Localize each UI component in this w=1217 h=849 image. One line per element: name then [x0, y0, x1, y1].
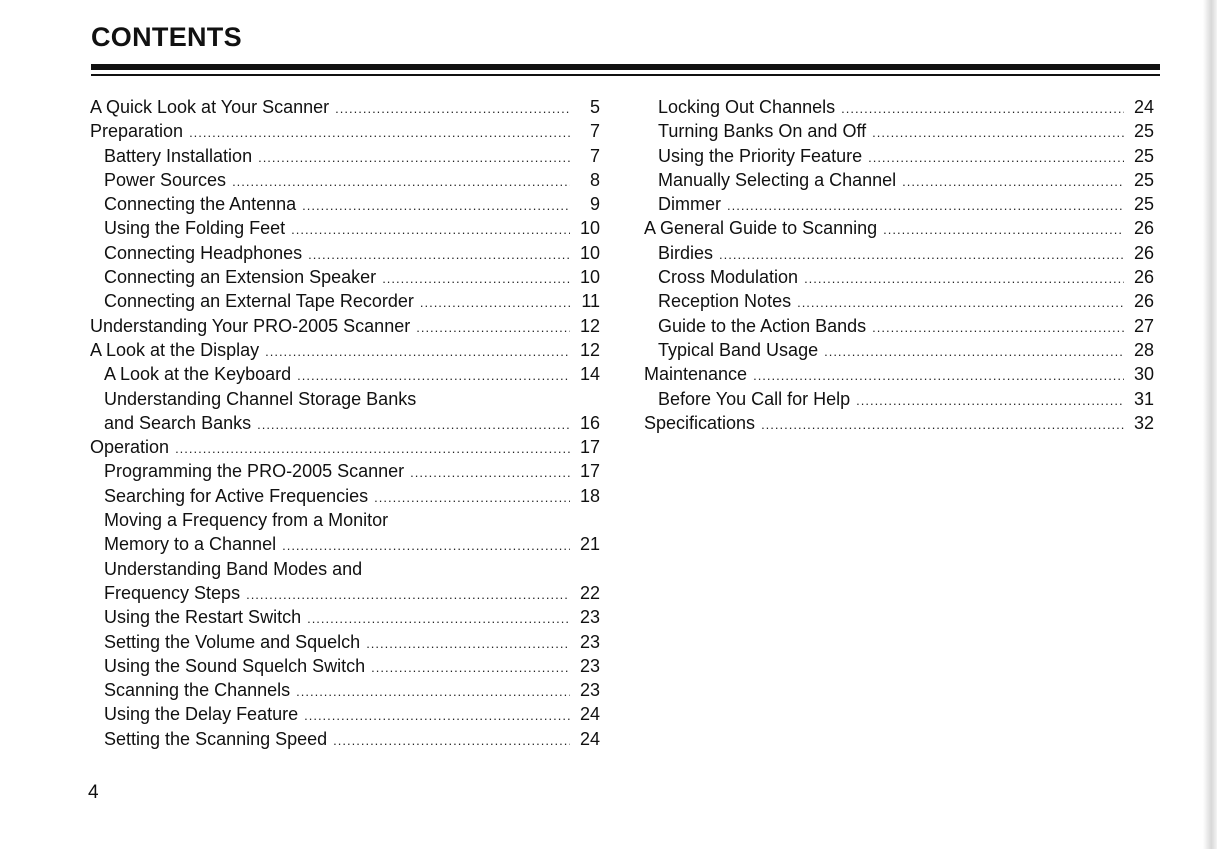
toc-entry-page: 18 [579, 485, 600, 506]
toc-leader-dots [797, 291, 1124, 315]
toc-entry [90, 387, 600, 411]
toc-leader-dots [416, 316, 570, 340]
toc-entry-title: Programming the PRO-2005 Scanner [104, 461, 405, 482]
toc-entry-title: and Search Banks [104, 412, 252, 433]
toc-leader-dots [824, 340, 1124, 364]
toc-entry-title: Specifications [644, 412, 756, 433]
toc-leader-dots [374, 486, 570, 510]
toc-entry [644, 362, 1154, 386]
toc-entry-title: Preparation [90, 121, 184, 142]
toc-leader-dots [265, 340, 570, 364]
toc-right-column [644, 95, 1154, 435]
toc-entry-title: Frequency Steps [104, 582, 241, 603]
toc-entry-title: Before You Call for Help [658, 388, 851, 409]
toc-entry-page: 12 [579, 315, 600, 336]
toc-entry [90, 119, 600, 143]
toc-entry [90, 532, 600, 556]
toc-entry-page: 31 [1133, 388, 1154, 409]
toc-entry [644, 241, 1154, 265]
toc-leader-dots [258, 146, 570, 170]
toc-entry-page: 9 [589, 194, 600, 215]
toc-entry-page: 26 [1133, 218, 1154, 239]
toc-entry-title: Connecting the Antenna [104, 194, 297, 215]
toc-entry-page: 16 [579, 412, 600, 433]
toc-leader-dots [189, 121, 570, 145]
toc-entry-title: A Look at the Display [90, 339, 260, 360]
toc-entry-title: Understanding Channel Storage Banks [104, 388, 417, 409]
toc-entry [644, 216, 1154, 240]
toc-entry-title: Cross Modulation [658, 267, 799, 288]
toc-leader-dots [175, 437, 570, 461]
toc-leader-dots [302, 194, 570, 218]
toc-entry-title: Guide to the Action Bands [658, 315, 867, 336]
toc-entry-page: 7 [589, 121, 600, 142]
page-number: 4 [88, 782, 99, 803]
toc-leader-dots [232, 170, 570, 194]
toc-entry [90, 727, 600, 751]
toc-entry [90, 95, 600, 119]
toc-entry-page: 23 [579, 680, 600, 701]
toc-entry [644, 314, 1154, 338]
toc-leader-dots [282, 534, 570, 558]
toc-entry-title: A General Guide to Scanning [644, 218, 878, 239]
toc-leader-dots [297, 364, 570, 388]
toc-entry [90, 581, 600, 605]
toc-entry [644, 411, 1154, 435]
toc-leader-dots [902, 170, 1124, 194]
page-title: CONTENTS [91, 22, 242, 52]
toc-entry-page: 12 [579, 339, 600, 360]
toc-entry-page: 23 [579, 655, 600, 676]
toc-entry-page: 8 [589, 169, 600, 190]
toc-entry-title: Connecting Headphones [104, 242, 303, 263]
toc-leader-dots [420, 291, 570, 315]
toc-entry-page: 24 [579, 704, 600, 725]
toc-entry-title: Maintenance [644, 364, 748, 385]
toc-entry-page: 21 [579, 534, 600, 555]
toc-entry-title: Setting the Volume and Squelch [104, 631, 361, 652]
toc-entry-title: Understanding Band Modes and [104, 558, 363, 579]
toc-entry-title: Connecting an Extension Speaker [104, 267, 377, 288]
toc-entry-title: Setting the Scanning Speed [104, 728, 328, 749]
toc-entry-page: 26 [1133, 291, 1154, 312]
toc-leader-dots [296, 680, 570, 704]
toc-leader-dots [841, 97, 1124, 121]
toc-entry-page: 30 [1133, 364, 1154, 385]
toc-entry-page: 17 [579, 437, 600, 458]
toc-entry [90, 702, 600, 726]
toc-entry [644, 338, 1154, 362]
toc-leader-dots [307, 607, 570, 631]
toc-entry-title: Turning Banks On and Off [658, 121, 867, 142]
toc-entry [90, 265, 600, 289]
toc-entry [90, 459, 600, 483]
page-edge-shadow [1203, 0, 1217, 849]
toc-entry-page: 10 [579, 242, 600, 263]
toc-entry-title: Memory to a Channel [104, 534, 277, 555]
toc-leader-dots [382, 267, 570, 291]
toc-entry-title: Searching for Active Frequencies [104, 485, 369, 506]
toc-entry-page: 24 [579, 728, 600, 749]
toc-entry-page: 10 [579, 267, 600, 288]
toc-leader-dots [719, 243, 1124, 267]
toc-entry-page: 25 [1133, 194, 1154, 215]
toc-entry-title: Connecting an External Tape Recorder [104, 291, 414, 312]
toc-leader-dots [366, 632, 570, 656]
toc-entry-title: Power Sources [104, 169, 227, 190]
toc-entry [90, 484, 600, 508]
toc-entry-title: Reception Notes [658, 291, 792, 312]
toc-entry [90, 192, 600, 216]
toc-entry-page: 10 [579, 218, 600, 239]
toc-entry-page: 5 [589, 97, 600, 117]
toc-entry-page: 25 [1133, 145, 1154, 166]
toc-leader-dots [761, 413, 1124, 437]
toc-leader-dots [257, 413, 570, 437]
toc-entry-page: 14 [579, 364, 600, 385]
toc-entry [90, 289, 600, 313]
toc-leader-dots [246, 583, 570, 607]
toc-entry [90, 508, 600, 532]
toc-leader-dots [856, 389, 1124, 413]
toc-leader-dots [727, 194, 1124, 218]
toc-entry-title: Using the Restart Switch [104, 607, 302, 628]
toc-entry-page: 23 [579, 631, 600, 652]
toc-entry-title: Using the Priority Feature [658, 145, 863, 166]
toc-entry-page: 26 [1133, 267, 1154, 288]
toc-entry [90, 338, 600, 362]
toc-entry-title: Understanding Your PRO-2005 Scanner [90, 315, 411, 336]
toc-leader-dots [753, 364, 1124, 388]
toc-entry-title: Battery Installation [104, 145, 253, 166]
toc-entry-page: 17 [579, 461, 600, 482]
toc-entry [90, 630, 600, 654]
toc-entry-title: A Quick Look at Your Scanner [90, 97, 330, 117]
toc-entry-title: Using the Sound Squelch Switch [104, 655, 366, 676]
title-rule-thin [91, 74, 1160, 76]
toc-entry [644, 265, 1154, 289]
toc-entry [90, 557, 600, 581]
toc-entry-page: 22 [579, 582, 600, 603]
toc-leader-dots [872, 121, 1124, 145]
toc-leader-dots [333, 729, 570, 753]
toc-entry-page: 25 [1133, 121, 1154, 142]
toc-entry [90, 241, 600, 265]
toc-entry-page: 25 [1133, 169, 1154, 190]
toc-leader-dots [335, 97, 570, 121]
toc-entry [644, 168, 1154, 192]
toc-left-column [90, 95, 600, 751]
toc-leader-dots [371, 656, 570, 680]
toc-entry-title: Dimmer [658, 194, 721, 215]
toc-leader-dots [308, 243, 570, 267]
toc-entry-page: 26 [1133, 242, 1154, 263]
toc-entry-title: Manually Selecting a Channel [658, 169, 897, 190]
toc-leader-dots [804, 267, 1124, 291]
toc-entry [90, 144, 600, 168]
toc-entry-title: Using the Delay Feature [104, 704, 299, 725]
toc-leader-dots [872, 316, 1124, 340]
toc-entry [90, 411, 600, 435]
toc-entry-title: Moving a Frequency from a Monitor [104, 510, 389, 531]
toc-entry-title: Scanning the Channels [104, 680, 291, 701]
toc-entry-page: 32 [1133, 412, 1154, 433]
toc-entry-page: 23 [579, 607, 600, 628]
toc-entry-page: 11 [581, 291, 600, 312]
toc-entry [90, 605, 600, 629]
toc-entry-title: Birdies [658, 242, 714, 263]
toc-entry [90, 168, 600, 192]
toc-entry-page: 24 [1133, 97, 1154, 117]
toc-entry [644, 119, 1154, 143]
toc-leader-dots [304, 704, 570, 728]
toc-entry-title: Using the Folding Feet [104, 218, 286, 239]
toc-entry [90, 435, 600, 459]
toc-entry [90, 678, 600, 702]
toc-entry-page: 27 [1133, 315, 1154, 336]
toc-entry [90, 216, 600, 240]
toc-entry-page: 7 [589, 145, 600, 166]
toc-entry-title: Typical Band Usage [658, 339, 819, 360]
toc-entry-page: 28 [1133, 339, 1154, 360]
title-rule [91, 64, 1160, 70]
toc-entry [90, 362, 600, 386]
toc-entry-title: Operation [90, 437, 170, 458]
toc-entry-title: Locking Out Channels [658, 97, 836, 117]
toc-entry [90, 654, 600, 678]
toc-entry [644, 95, 1154, 119]
toc-leader-dots [410, 461, 570, 485]
toc-leader-dots [291, 218, 570, 242]
toc-leader-dots [883, 218, 1124, 242]
toc-entry [644, 144, 1154, 168]
toc-leader-dots [868, 146, 1124, 170]
toc-entry [90, 314, 600, 338]
toc-entry [644, 387, 1154, 411]
toc-entry [644, 192, 1154, 216]
toc-entry-title: A Look at the Keyboard [104, 364, 292, 385]
toc-entry [644, 289, 1154, 313]
